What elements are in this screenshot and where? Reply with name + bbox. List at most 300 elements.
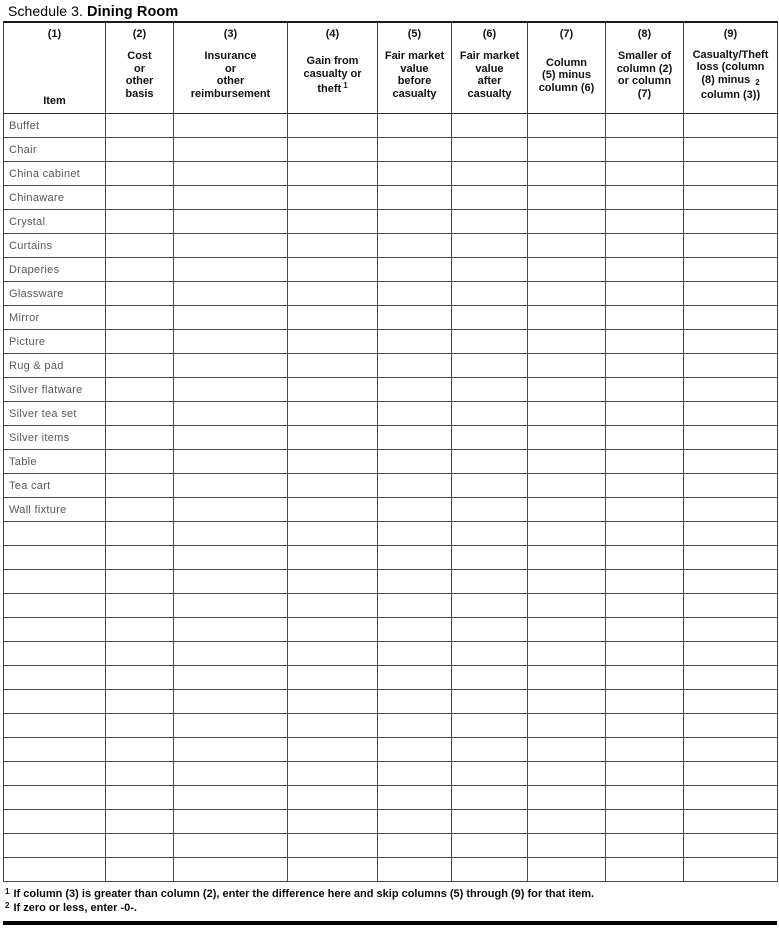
data-cell [452, 498, 528, 522]
data-cell [528, 186, 606, 210]
footnote-2-text: If zero or less, enter -0-. [13, 902, 137, 914]
footnote-ref-superscript: 1 [343, 81, 348, 90]
data-cell [684, 354, 778, 378]
data-cell [684, 306, 778, 330]
data-cell [452, 258, 528, 282]
item-cell: Table [4, 450, 106, 474]
schedule-label: Schedule 3. [8, 3, 84, 19]
data-cell [288, 258, 378, 282]
data-cell [174, 738, 288, 762]
column-number: (5) [407, 28, 422, 40]
data-cell [174, 162, 288, 186]
item-cell: Rug & pad [4, 354, 106, 378]
data-cell [288, 378, 378, 402]
data-cell [288, 522, 378, 546]
data-cell [288, 354, 378, 378]
column-number: (7) [559, 28, 574, 40]
data-cell [106, 138, 174, 162]
data-cell [684, 186, 778, 210]
data-cell [684, 378, 778, 402]
data-cell [378, 306, 452, 330]
data-cell [378, 258, 452, 282]
footnote-2 [5, 900, 779, 914]
data-cell [288, 834, 378, 858]
data-cell [684, 498, 778, 522]
data-cell [378, 666, 452, 690]
data-cell [106, 258, 174, 282]
data-cell [106, 234, 174, 258]
data-cell [606, 162, 684, 186]
header-cell-9 [684, 23, 778, 114]
data-cell [288, 666, 378, 690]
data-cell [528, 642, 606, 666]
data-cell [174, 426, 288, 450]
data-cell [528, 258, 606, 282]
data-cell [684, 114, 778, 138]
page-bottom-rule [3, 921, 777, 925]
data-cell [684, 426, 778, 450]
empty-item-cell [4, 642, 106, 666]
data-cell [452, 138, 528, 162]
data-cell [528, 474, 606, 498]
data-cell [606, 714, 684, 738]
data-cell [174, 618, 288, 642]
data-cell [378, 354, 452, 378]
data-cell [528, 306, 606, 330]
data-cell [106, 498, 174, 522]
data-cell [378, 138, 452, 162]
room-title: Dining Room [87, 4, 179, 20]
data-cell [528, 378, 606, 402]
data-cell [606, 186, 684, 210]
data-cell [528, 426, 606, 450]
data-cell [288, 786, 378, 810]
column-label: Item [43, 94, 66, 107]
data-cell [288, 474, 378, 498]
data-cell [106, 570, 174, 594]
data-cell [528, 498, 606, 522]
data-cell [288, 858, 378, 882]
item-cell: Curtains [4, 234, 106, 258]
empty-item-cell [4, 618, 106, 642]
data-cell [174, 282, 288, 306]
data-cell [452, 306, 528, 330]
item-cell: Crystal [4, 210, 106, 234]
data-cell [288, 114, 378, 138]
data-cell [684, 282, 778, 306]
data-cell [174, 258, 288, 282]
data-cell [606, 834, 684, 858]
data-cell [106, 690, 174, 714]
data-cell [288, 426, 378, 450]
data-cell [452, 402, 528, 426]
item-cell: Tea cart [4, 474, 106, 498]
data-cell [378, 690, 452, 714]
data-cell [174, 498, 288, 522]
data-cell [106, 378, 174, 402]
footnotes [5, 886, 779, 914]
data-cell [288, 546, 378, 570]
data-cell [174, 666, 288, 690]
data-cell [288, 594, 378, 618]
data-cell [684, 138, 778, 162]
column-number: (8) [637, 28, 652, 40]
data-cell [528, 858, 606, 882]
data-cell [106, 546, 174, 570]
empty-item-cell [4, 570, 106, 594]
data-cell [288, 738, 378, 762]
item-cell: Draperies [4, 258, 106, 282]
data-cell [452, 666, 528, 690]
data-cell [452, 330, 528, 354]
data-cell [528, 546, 606, 570]
data-cell [106, 522, 174, 546]
data-cell [378, 210, 452, 234]
data-cell [606, 498, 684, 522]
data-cell [528, 618, 606, 642]
item-cell: Picture [4, 330, 106, 354]
column-number: (9) [723, 28, 738, 40]
data-cell [684, 234, 778, 258]
data-cell [288, 762, 378, 786]
data-cell [106, 714, 174, 738]
data-cell [106, 450, 174, 474]
data-cell [378, 234, 452, 258]
data-cell [174, 186, 288, 210]
data-cell [528, 162, 606, 186]
data-cell [606, 594, 684, 618]
data-cell [378, 786, 452, 810]
column-number: (4) [325, 28, 340, 40]
data-cell [106, 642, 174, 666]
data-cell [288, 810, 378, 834]
data-cell [174, 642, 288, 666]
data-cell [378, 474, 452, 498]
header-cell-8 [606, 23, 684, 114]
data-cell [174, 306, 288, 330]
header-cell-2 [106, 23, 174, 114]
data-cell [378, 546, 452, 570]
data-cell [606, 354, 684, 378]
data-cell [106, 738, 174, 762]
empty-item-cell [4, 666, 106, 690]
data-cell [378, 594, 452, 618]
empty-item-cell [4, 738, 106, 762]
data-cell [106, 210, 174, 234]
data-cell [528, 234, 606, 258]
data-cell [378, 762, 452, 786]
data-cell [288, 642, 378, 666]
item-cell: Mirror [4, 306, 106, 330]
data-cell [288, 210, 378, 234]
data-cell [528, 810, 606, 834]
item-cell: China cabinet [4, 162, 106, 186]
data-cell [606, 522, 684, 546]
data-cell [684, 690, 778, 714]
data-cell [452, 810, 528, 834]
data-cell [378, 162, 452, 186]
data-cell [378, 738, 452, 762]
data-cell [288, 234, 378, 258]
data-cell [288, 450, 378, 474]
header-cell-6 [452, 23, 528, 114]
data-cell [174, 570, 288, 594]
data-cell [174, 378, 288, 402]
header-cell-7 [528, 23, 606, 114]
data-cell [452, 186, 528, 210]
item-cell: Chinaware [4, 186, 106, 210]
data-cell [684, 546, 778, 570]
data-cell [684, 258, 778, 282]
item-cell: Wall fixture [4, 498, 106, 522]
data-cell [684, 450, 778, 474]
data-cell [378, 810, 452, 834]
data-cell [452, 546, 528, 570]
column-label: Column (5) minus column (6) [538, 56, 595, 94]
column-label: Gain from casualty or theft $^1$ [303, 55, 362, 95]
data-cell [378, 570, 452, 594]
data-cell [528, 762, 606, 786]
data-cell [288, 186, 378, 210]
data-cell [452, 282, 528, 306]
data-cell [606, 258, 684, 282]
data-cell [174, 690, 288, 714]
data-cell [528, 786, 606, 810]
data-cell [452, 714, 528, 738]
data-cell [174, 234, 288, 258]
footnote-1-text: If column (3) is greater than column (2), enter the difference here and skip columns (5) through (9) for that item. [13, 888, 595, 900]
data-cell [684, 714, 778, 738]
data-cell [174, 330, 288, 354]
data-cell [684, 786, 778, 810]
empty-item-cell [4, 690, 106, 714]
data-cell [106, 810, 174, 834]
empty-item-cell [4, 522, 106, 546]
data-cell [606, 450, 684, 474]
data-cell [106, 834, 174, 858]
data-cell [606, 306, 684, 330]
data-cell [528, 402, 606, 426]
data-cell [288, 138, 378, 162]
item-cell: Glassware [4, 282, 106, 306]
data-cell [288, 570, 378, 594]
data-cell [174, 138, 288, 162]
column-number: (3) [223, 28, 238, 40]
data-cell [452, 378, 528, 402]
data-cell [528, 450, 606, 474]
empty-item-cell [4, 714, 106, 738]
data-cell [174, 114, 288, 138]
data-cell [528, 714, 606, 738]
data-cell [174, 714, 288, 738]
page-title [0, 0, 779, 21]
data-cell [684, 642, 778, 666]
header-cell-1 [4, 23, 106, 114]
item-cell: Silver items [4, 426, 106, 450]
header-cell-3 [174, 23, 288, 114]
data-cell [106, 474, 174, 498]
data-cell [378, 378, 452, 402]
data-cell [452, 618, 528, 642]
data-cell [684, 594, 778, 618]
data-cell [684, 210, 778, 234]
data-cell [174, 858, 288, 882]
data-cell [106, 594, 174, 618]
data-cell [378, 426, 452, 450]
casualty-loss-table [3, 21, 778, 882]
data-cell [528, 114, 606, 138]
data-cell [684, 858, 778, 882]
data-cell [452, 522, 528, 546]
footnote-1-superscript: 1 [5, 887, 10, 896]
header-cell-4 [288, 23, 378, 114]
data-cell [452, 354, 528, 378]
column-label: Casualty/Theft loss (column (8) minus 2 column (3)) [692, 48, 769, 102]
data-cell [174, 210, 288, 234]
data-cell [528, 522, 606, 546]
data-cell [174, 594, 288, 618]
data-cell [606, 738, 684, 762]
data-cell [452, 450, 528, 474]
data-cell [606, 762, 684, 786]
data-cell [174, 762, 288, 786]
data-cell [174, 474, 288, 498]
data-cell [606, 330, 684, 354]
column-label: Cost or other basis [125, 50, 154, 100]
data-cell [174, 810, 288, 834]
data-cell [452, 786, 528, 810]
column-label: Fair market value after casualty [459, 50, 520, 100]
data-cell [684, 810, 778, 834]
data-cell [174, 834, 288, 858]
data-cell [684, 738, 778, 762]
footnote-2-superscript: 2 [5, 901, 10, 910]
data-cell [684, 762, 778, 786]
data-cell [106, 786, 174, 810]
data-cell [378, 618, 452, 642]
data-cell [452, 834, 528, 858]
data-cell [452, 114, 528, 138]
data-cell [106, 402, 174, 426]
data-cell [606, 570, 684, 594]
data-cell [606, 114, 684, 138]
data-cell [288, 306, 378, 330]
footnote-ref-subscript: 2 [755, 77, 760, 87]
data-cell [684, 570, 778, 594]
data-cell [606, 138, 684, 162]
data-cell [606, 426, 684, 450]
data-cell [452, 234, 528, 258]
data-cell [528, 834, 606, 858]
data-cell [378, 522, 452, 546]
data-cell [606, 282, 684, 306]
data-cell [174, 354, 288, 378]
empty-item-cell [4, 546, 106, 570]
column-label: Smaller of column (2) or column (7) [616, 50, 673, 100]
data-cell [378, 330, 452, 354]
data-cell [452, 426, 528, 450]
data-cell [106, 330, 174, 354]
data-cell [452, 642, 528, 666]
data-cell [528, 666, 606, 690]
data-cell [378, 858, 452, 882]
data-cell [452, 594, 528, 618]
data-cell [528, 690, 606, 714]
data-cell [528, 210, 606, 234]
data-cell [684, 618, 778, 642]
data-cell [288, 402, 378, 426]
data-cell [528, 738, 606, 762]
data-cell [174, 786, 288, 810]
data-cell [106, 858, 174, 882]
data-cell [606, 234, 684, 258]
column-label: Fair market value before casualty [384, 50, 445, 100]
data-cell [378, 714, 452, 738]
data-cell [378, 498, 452, 522]
data-cell [378, 282, 452, 306]
data-cell [452, 690, 528, 714]
data-cell [378, 186, 452, 210]
data-cell [684, 666, 778, 690]
data-cell [378, 450, 452, 474]
data-cell [606, 690, 684, 714]
data-cell [452, 210, 528, 234]
data-cell [606, 642, 684, 666]
data-cell [106, 666, 174, 690]
data-cell [684, 330, 778, 354]
column-label: Insurance or other reimbursement [190, 50, 271, 100]
data-cell [452, 474, 528, 498]
data-cell [106, 186, 174, 210]
data-cell [684, 474, 778, 498]
data-cell [606, 474, 684, 498]
data-cell [106, 426, 174, 450]
empty-item-cell [4, 762, 106, 786]
data-cell [288, 690, 378, 714]
data-cell [606, 810, 684, 834]
data-cell [606, 546, 684, 570]
empty-item-cell [4, 786, 106, 810]
data-cell [528, 594, 606, 618]
footnote-1 [5, 886, 779, 900]
data-cell [378, 402, 452, 426]
data-cell [684, 834, 778, 858]
data-cell [606, 378, 684, 402]
data-cell [106, 162, 174, 186]
data-cell [606, 210, 684, 234]
data-cell [106, 354, 174, 378]
data-cell [684, 162, 778, 186]
data-cell [174, 546, 288, 570]
data-cell [452, 858, 528, 882]
column-number: (2) [132, 28, 147, 40]
data-cell [452, 738, 528, 762]
data-cell [288, 282, 378, 306]
data-cell [528, 138, 606, 162]
data-cell [106, 618, 174, 642]
data-cell [528, 330, 606, 354]
data-cell [606, 858, 684, 882]
data-cell [528, 282, 606, 306]
data-cell [288, 162, 378, 186]
item-cell: Chair [4, 138, 106, 162]
data-cell [106, 306, 174, 330]
data-cell [378, 642, 452, 666]
data-cell [606, 786, 684, 810]
data-cell [106, 282, 174, 306]
data-cell [174, 450, 288, 474]
data-cell [378, 114, 452, 138]
